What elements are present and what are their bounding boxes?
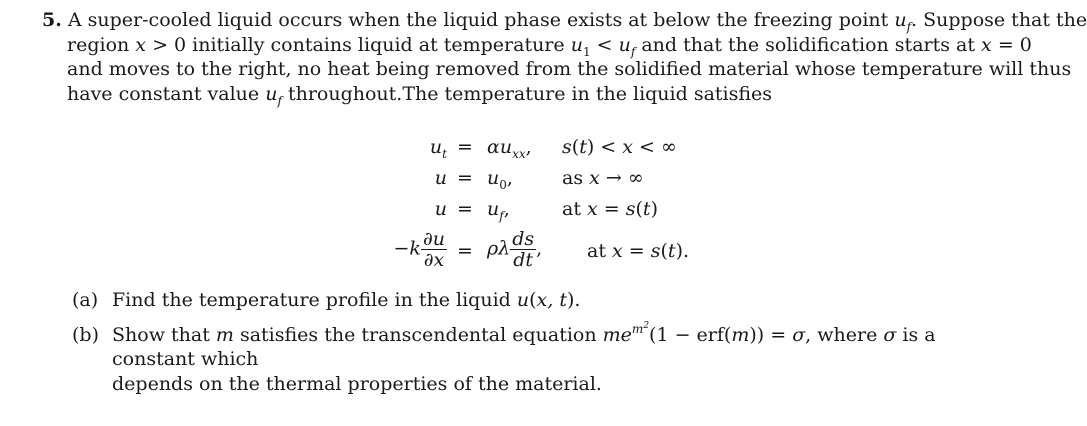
eq4-rhs: ρλ $\frac{ds}{dt}$ , xyxy=(487,228,543,271)
sub-questions xyxy=(72,288,1002,406)
statement-line-1 xyxy=(42,8,1087,34)
part-a-text: Find the temperature profile in the liquid xyxy=(112,289,511,311)
eq2-rhs: $u_0$, xyxy=(487,167,513,192)
part-b xyxy=(72,323,1002,397)
statement-line-2 xyxy=(42,33,1032,59)
intro-text: and that the solidification starts at xyxy=(641,33,975,56)
intro-text: . Suppose that the xyxy=(911,9,1087,31)
problem-number: 5. xyxy=(42,9,62,31)
equation-row-2 xyxy=(42,167,1002,197)
intro-text: have constant value xyxy=(67,82,260,105)
math-uf: $u_f$ xyxy=(894,9,912,34)
eq3-condition: at x = s(t) xyxy=(562,198,658,220)
eq1-rhs: $\alpha u_{xx}$, xyxy=(487,136,532,161)
intro-text: initially contains liquid at temperature xyxy=(192,33,565,56)
part-a xyxy=(72,288,1002,313)
math-u1-lt-uf: $u_1 < u_f$ xyxy=(570,33,636,59)
part-b-text: depends on the thermal properties of the material. xyxy=(112,372,602,395)
part-a-label: (a) xyxy=(72,289,99,311)
part-b-text: is a constant which xyxy=(112,323,936,370)
part-b-text: , where xyxy=(805,323,878,346)
eq1-lhs: $u_t$ xyxy=(429,136,447,161)
eq1-condition: s(t) < x < ∞ xyxy=(562,136,677,158)
equation-row-4 xyxy=(42,229,1002,273)
intro-text: region xyxy=(67,33,130,56)
eq3-lhs: u xyxy=(434,198,447,220)
math-u-x-t: u(x, t). xyxy=(516,289,581,311)
problem-statement xyxy=(42,8,1087,108)
equals-sign: = xyxy=(457,198,473,220)
eq2-lhs: u xyxy=(434,167,447,189)
eq4-lhs: −k $\frac{\partial u}{\partial x}$ xyxy=(393,228,445,271)
part-b-label: (b) xyxy=(72,323,99,346)
intro-text: throughout.The temperature in the liquid satisfies xyxy=(287,82,773,105)
statement-line-4 xyxy=(42,82,1002,107)
eq2-condition: as x → ∞ xyxy=(562,167,644,189)
equals-sign: = xyxy=(457,240,473,262)
statement-line-3: and moves to the right, no heat being removed from the solidified material whose temperature will thus xyxy=(67,58,1072,80)
eq3-rhs: $u_f$, xyxy=(487,198,510,223)
eq4-condition: at x = s(t). xyxy=(587,240,690,262)
math-transcendental-equation: $me^{m^2}(1 - erf(m)) = \sigma$ xyxy=(602,321,806,346)
math-uf: $u_f$ xyxy=(265,82,282,108)
math-sigma: σ xyxy=(883,323,897,346)
part-b-text: satisfies the transcendental equation xyxy=(239,323,597,346)
equals-sign: = xyxy=(457,167,473,189)
equals-sign: = xyxy=(457,136,473,158)
math-x-gt-0: x > 0 xyxy=(135,33,187,56)
math-m: m xyxy=(215,323,234,346)
equation-system xyxy=(42,132,1002,282)
part-b-text: Show that xyxy=(112,323,210,346)
math-x-eq-0: x = 0 xyxy=(981,33,1032,56)
equation-row-1 xyxy=(42,136,1002,166)
problem-5 xyxy=(42,8,1087,395)
intro-text: A super-cooled liquid occurs when the liquid phase exists at below the freezing point xyxy=(67,9,889,31)
equation-row-3 xyxy=(42,198,1002,228)
